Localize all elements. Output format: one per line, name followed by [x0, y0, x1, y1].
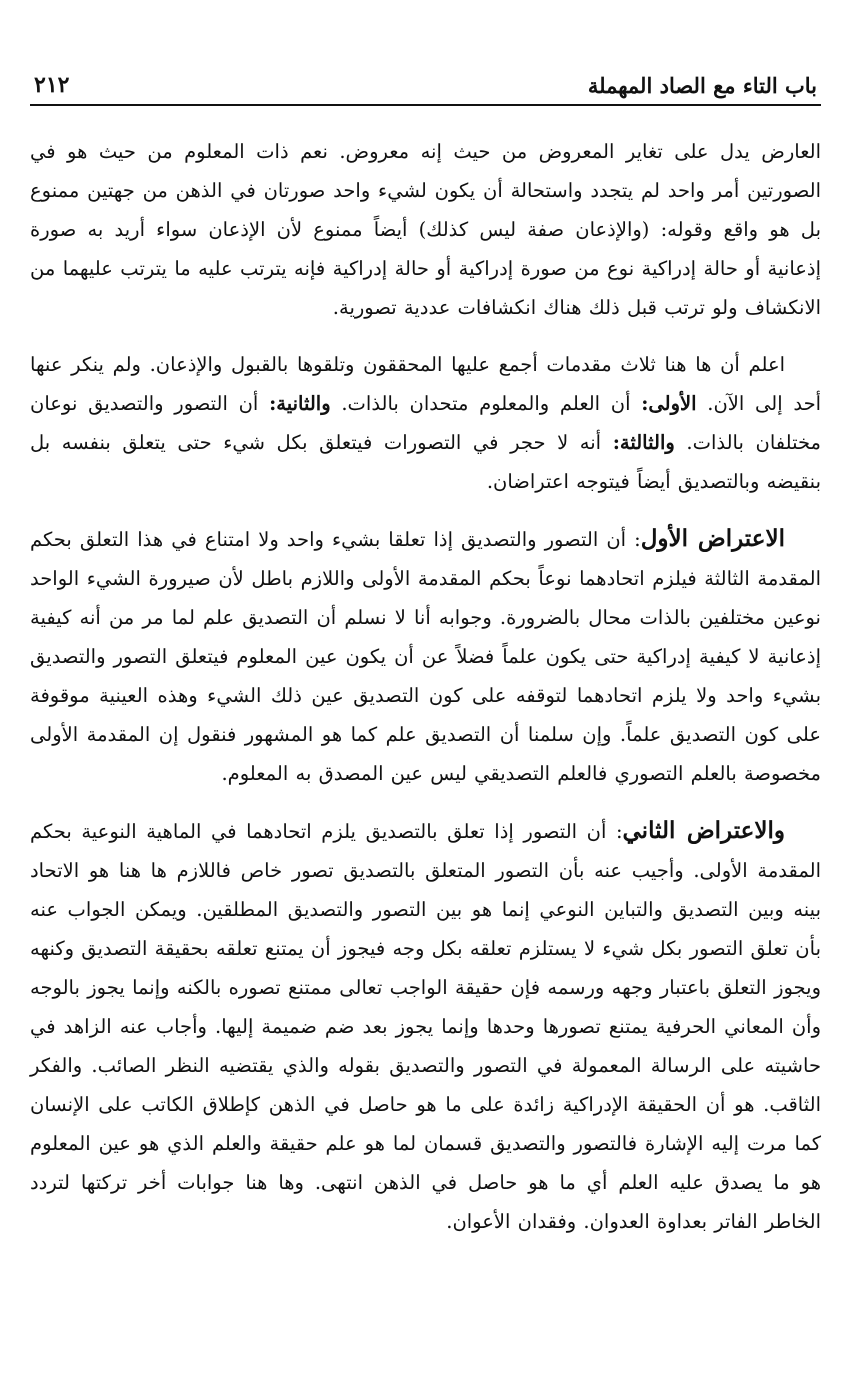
- premise-second-label: والثانية:: [269, 392, 331, 415]
- paragraph-2: [30, 345, 821, 501]
- premise-second-text: أن التصور والتصديق نوعان مختلفان بالذات.: [30, 392, 821, 454]
- objection-second-text: : أن التصور إذا تعلق بالتصديق يلزم اتحادهما في الماهية النوعية بحكم المقدمة الأولى. وأجيب عنه بأن التصور المتعلق بالتصديق تصور خاص فاللازم ها هنا هو الاتحاد بينه وبين التصديق والتباين النوعي إنما هو بين التصور والتصديق المطلقين. ويمكن الجواب عنه بأن تعلق التصور بكل شيء لا يستلزم تعلقه بكل وجه فيجوز أن يمتنع تعلقه بحقيقة التصديق وكنهه ويجوز التعلق باعتبار وجهه ورسمه فإن حقيقة الواجب تعالى ممتنع تصوره بالكنه وإنما يجوز بالوجه وأن المعاني الحرفية يمتنع تصورها وحدها وإنما يجوز بعد ضم ضميمة إليها. وأجاب عنه الزاهد في حاشيته على الرسالة المعمولة في التصور والتصديق بقوله والذي يقتضيه النظر الصائب. والفكر الثاقب. هو أن الحقيقة الإدراكية زائدة على ما هو حاصل في الذهن كإطلاق الكاتب على الإنسان كما مرت إليه الإشارة فالتصور والتصديق قسمان لما هو علم حقيقة والعلم الذي هو عين المعلوم هو ما يصدق عليه العلم أي ما هو حاصل في الذهن انتهى. وها هنا جوابات أخر تركتها لتردد الخاطر الفاتر بعداوة العدوان. وفقدان الأعوان.: [30, 820, 821, 1233]
- premise-third-text: أنه لا حجر في التصورات فيتعلق بكل شيء حتى يتعلق بنفسه بل بنقيضه وبالتصديق أيضاً فيتوجه اعتراضان.: [30, 431, 821, 493]
- premise-first-label: الأولى:: [641, 392, 697, 415]
- objection-first-heading: الاعتراض الأول: [640, 525, 785, 552]
- paragraph-4: [30, 811, 821, 1241]
- page-number: ٢١٢: [34, 72, 70, 98]
- running-header: [30, 66, 821, 106]
- paragraph-1-text: العارض يدل على تغاير المعروض من حيث إنه معروض. نعم ذات المعلوم من حيث هو في الصورتين أمر واحد لم يتجدد واستحالة أن يكون لشيء واحد صورتان في الذهن من جهتين ممنوع بل هو واقع وقوله: (والإذعان صفة ليس كذلك) أيضاً ممنوع لأن الإذعان سواء أريد به صورة إذعانية أو حالة إدراكية نوع من صورة إدراكية أو حالة إدراكية فإنه يترتب عليه ما يترتب عليهما من الانكشاف ولو ترتب قبل ذلك هناك انكشافات عددية تصورية.: [30, 140, 821, 319]
- paragraph-3: [30, 519, 821, 793]
- objection-second-heading: والاعتراض الثاني: [622, 817, 785, 844]
- premise-first-text: أن العلم والمعلوم متحدان بالذات.: [341, 392, 631, 415]
- paragraph-2-intro: اعلم أن ها هنا ثلاث مقدمات أجمع عليها المحققون وتلقوها بالقبول والإذعان. ولم ينكر عنها أحد إلى الآن.: [30, 353, 822, 415]
- objection-first-text: : أن التصور والتصديق إذا تعلقا بشيء واحد ولا امتناع في هذا التعلق بحكم المقدمة الثالثة فيلزم اتحادهما نوعاً بحكم المقدمة الأولى واللازم باطل لأن صيرورة الشيء الواحد نوعين مختلفين بالذات محال بالضرورة. وجوابه أنا لا نسلم أن التصديق علم لما مر من أنه كيفية إذعانية لا كيفية إدراكية حتى يكون علماً فضلاً عن أن يكون عين المعلوم فيتعلق التصور والتصديق بشيء واحد ولا يلزم اتحادهما لتوقفه على كون التصديق عين ذلك الشيء وهذه العينية موقوفة على كون التصديق علماً. وإن سلمنا أن التصديق علم كما هو المشهور فنقول إن المقدمة الأولى مخصوصة بالعلم التصوري فالعلم التصديقي ليس عين المصدق به المعلوم.: [30, 528, 821, 785]
- paragraph-1: [30, 132, 821, 327]
- premise-third-label: والثالثة:: [612, 431, 675, 454]
- chapter-title: باب التاء مع الصاد المهملة: [587, 73, 817, 98]
